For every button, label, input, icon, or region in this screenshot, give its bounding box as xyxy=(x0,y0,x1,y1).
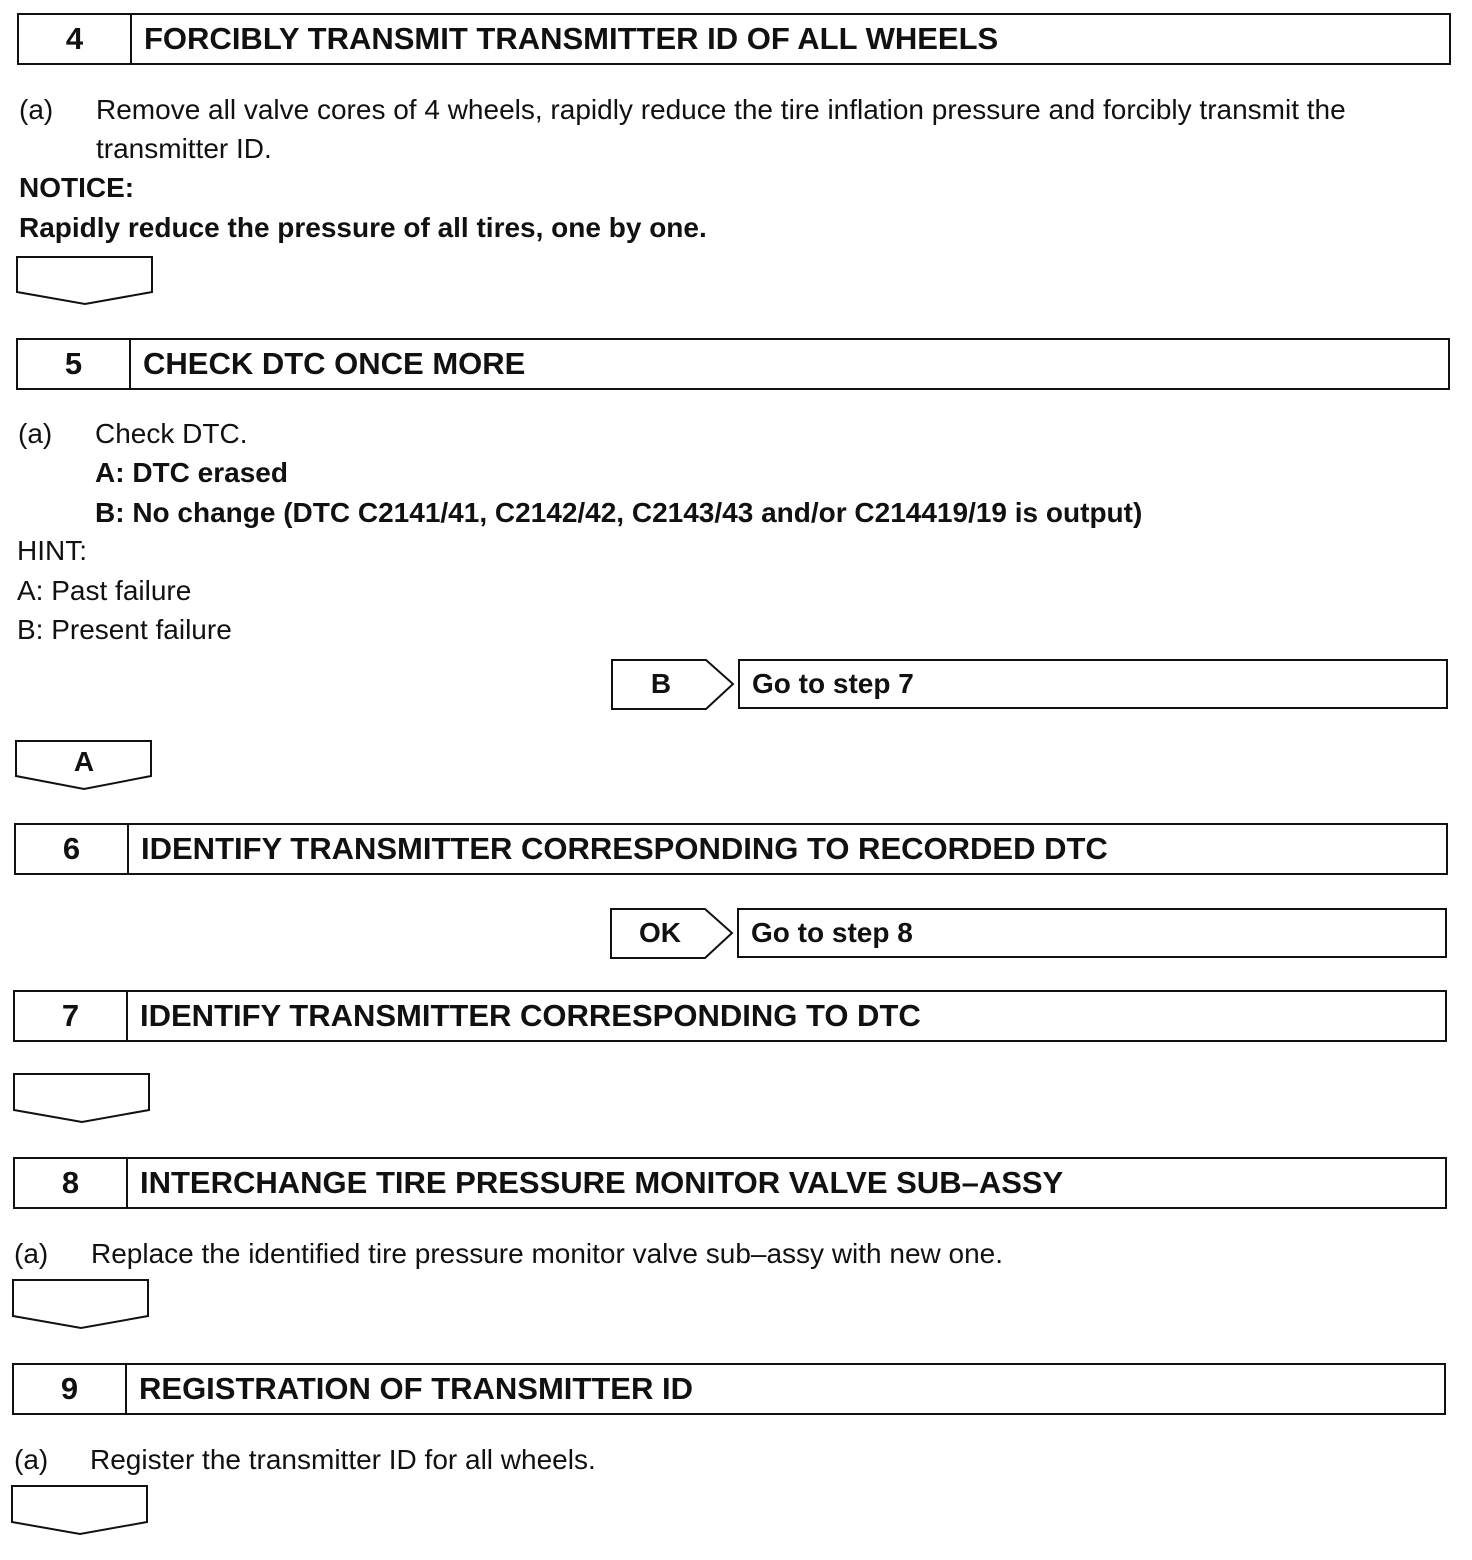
step-number: 9 xyxy=(14,1365,127,1413)
item-label: (a) xyxy=(14,1444,49,1475)
step-title: FORCIBLY TRANSMIT TRANSMITTER ID OF ALL WHEELS xyxy=(144,21,999,56)
instruction-text: transmitter ID. xyxy=(96,133,272,164)
hint-a: A: Past failure xyxy=(17,575,192,606)
step-title: IDENTIFY TRANSMITTER CORRESPONDING TO DTC xyxy=(140,998,921,1033)
next-step-arrow-a xyxy=(15,740,153,792)
step-number: 5 xyxy=(18,340,131,388)
branch-label: OK xyxy=(639,917,681,948)
next-step-arrow xyxy=(12,1279,150,1331)
step-4-header xyxy=(17,13,1451,65)
instruction-text: Replace the identified tire pressure monitor valve sub–assy with new one. xyxy=(91,1238,1004,1269)
branch-arrow-ok xyxy=(610,908,734,960)
next-step-arrow xyxy=(11,1485,149,1537)
step-5-header xyxy=(16,338,1450,390)
result-b: B: No change (DTC C2141/41, C2142/42, C2143/43 and/or C214419/19 is output) xyxy=(95,497,1143,528)
next-step-arrow xyxy=(13,1073,151,1125)
step-number: 4 xyxy=(19,15,132,63)
item-label: (a) xyxy=(14,1238,49,1269)
step-9-header xyxy=(12,1363,1446,1415)
step-number: 7 xyxy=(15,992,128,1040)
hint-b: B: Present failure xyxy=(17,614,232,645)
step-title: CHECK DTC ONCE MORE xyxy=(143,346,526,381)
go-to-step-7: Go to step 7 xyxy=(738,659,1448,709)
branch-label: A xyxy=(73,746,95,777)
next-step-arrow xyxy=(16,256,154,306)
item-label: (a) xyxy=(19,94,54,125)
item-label: (a) xyxy=(18,418,53,449)
branch-label: B xyxy=(650,668,672,699)
step-title: INTERCHANGE TIRE PRESSURE MONITOR VALVE SUB–ASSY xyxy=(140,1165,1064,1200)
step-7-header xyxy=(13,990,1447,1042)
instruction-text: Check DTC. xyxy=(95,418,248,449)
notice-text: Rapidly reduce the pressure of all tires, one by one. xyxy=(19,212,707,243)
go-to-step-8: Go to step 8 xyxy=(737,908,1447,958)
hint-heading: HINT: xyxy=(17,535,87,566)
instruction-text: Register the transmitter ID for all wheels. xyxy=(90,1444,596,1475)
notice-heading: NOTICE: xyxy=(19,172,135,203)
step-8-header xyxy=(13,1157,1447,1209)
result-a: A: DTC erased xyxy=(95,457,288,488)
step-number: 8 xyxy=(15,1159,128,1207)
branch-arrow-b xyxy=(611,659,735,711)
step-number: 6 xyxy=(16,825,129,873)
instruction-text: Remove all valve cores of 4 wheels, rapidly reduce the tire inflation pressure and forcibly transmit the xyxy=(96,94,1346,125)
step-6-header xyxy=(14,823,1448,875)
step-title: IDENTIFY TRANSMITTER CORRESPONDING TO RECORDED DTC xyxy=(141,831,1108,866)
step-title: REGISTRATION OF TRANSMITTER ID xyxy=(139,1371,693,1406)
